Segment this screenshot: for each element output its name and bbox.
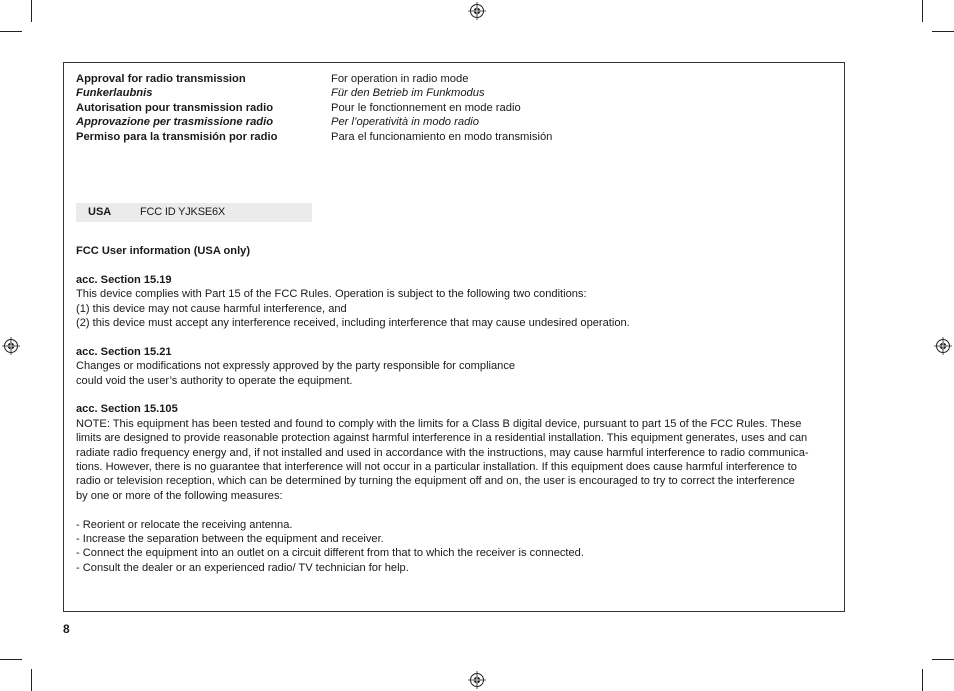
crop-mark-bottom-left-h: [0, 659, 22, 660]
approval-label: Approvazione per trasmissione radio: [76, 116, 274, 129]
section-text: radiate radio frequency energy and, if not installed and used in accordance with the instructions, may cause harmful interference to radio communica-: [76, 446, 809, 459]
section-text: limits are designed to provide reasonable protection against harmful interference in a residential installation. This equipment generates, uses and can: [76, 432, 808, 445]
approval-row: [76, 72, 552, 86]
section-text: (1) this device may not cause harmful interference, and: [76, 302, 347, 315]
approval-value: Per l’operatività in modo radio: [331, 116, 479, 129]
section-text: Changes or modifications not expressly approved by the party responsible for compliance: [76, 360, 516, 373]
section-text: (2) this device must accept any interference received, including interference that may cause undesired operation.: [76, 317, 630, 330]
crop-mark-bottom-right-h: [932, 659, 954, 660]
crop-mark-top-left-v: [31, 0, 32, 22]
approval-value: For operation in radio mode: [331, 73, 469, 85]
measure-item: - Consult the dealer or an experienced radio/ TV technician for help.: [76, 561, 409, 574]
fcc-id-box: [76, 203, 312, 222]
approval-label: Approval for radio transmission: [76, 73, 246, 85]
approval-row: [76, 130, 552, 144]
section-text: by one or more of the following measures:: [76, 489, 283, 502]
fcc-title: FCC User information (USA only): [76, 245, 251, 257]
page-number: 8: [63, 622, 70, 636]
crop-mark-top-left-h: [0, 31, 22, 32]
section-text: could void the user’s authority to operate the equipment.: [76, 374, 353, 387]
section-heading: acc. Section 15.21: [76, 345, 172, 358]
fcc-id: FCC ID YJKSE6X: [140, 206, 226, 218]
section-text: This device complies with Part 15 of the FCC Rules. Operation is subject to the following two conditions:: [76, 288, 587, 301]
country-label: USA: [88, 206, 112, 218]
crop-mark-bottom-left-v: [31, 669, 32, 691]
section-text: radio or television reception, which can be determined by turning the equipment off and on, the user is encouraged to try to correct the interference: [76, 475, 795, 488]
approval-value: Para el funcionamiento en modo transmisión: [331, 130, 553, 143]
measure-item: - Connect the equipment into an outlet on a circuit different from that to which the receiver is connected.: [76, 547, 584, 560]
measure-item: - Increase the separation between the equipment and receiver.: [76, 533, 384, 546]
section-text: NOTE: This equipment has been tested and found to comply with the limits for a Class B digital device, pursuant to part 15 of the FCC Rules. These: [76, 417, 802, 430]
crop-mark-bottom-right-v: [922, 669, 923, 691]
registration-mark-icon: [468, 2, 486, 20]
registration-mark-icon: [2, 337, 20, 355]
approval-value: Für den Betrieb im Funkmodus: [331, 87, 485, 100]
registration-mark-icon: [934, 337, 952, 355]
approval-row: [76, 101, 552, 115]
approval-table: [76, 72, 552, 144]
approval-row: [76, 115, 552, 129]
measure-item: - Reorient or relocate the receiving antenna.: [76, 518, 293, 531]
approval-label: Autorisation pour transmission radio: [76, 101, 274, 114]
fcc-user-information: [76, 244, 836, 575]
section-heading: acc. Section 15.19: [76, 273, 172, 286]
approval-label: Funkerlaubnis: [76, 87, 153, 100]
section-heading: acc. Section 15.105: [76, 403, 178, 416]
approval-value: Pour le fonctionnement en mode radio: [331, 101, 521, 114]
crop-mark-top-right-h: [932, 31, 954, 32]
approval-label: Permiso para la transmisión por radio: [76, 130, 278, 143]
approval-row: [76, 86, 552, 100]
registration-mark-icon: [468, 671, 486, 689]
crop-mark-top-right-v: [922, 0, 923, 22]
section-text: tions. However, there is no guarantee that interference will not occur in a particular installation. If this equipment does cause harmful interference to: [76, 461, 797, 474]
